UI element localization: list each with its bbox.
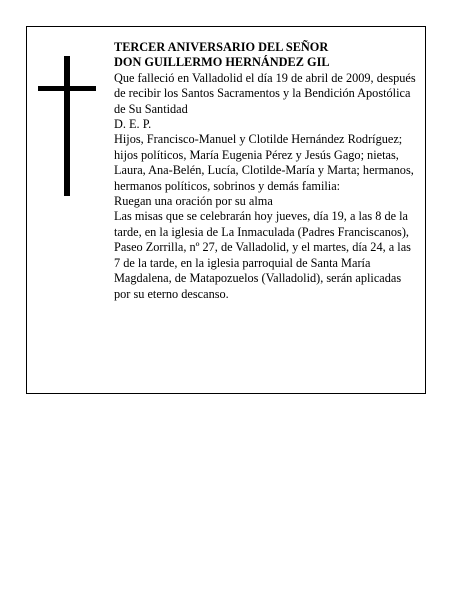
cross-vertical-bar: [64, 56, 70, 196]
cross-horizontal-bar: [38, 86, 96, 91]
cross-icon: [38, 56, 98, 196]
notice-title-line-2: DON GUILLERMO HERNÁNDEZ GIL: [114, 55, 330, 70]
notice-title-line-1: TERCER ANIVERSARIO DEL SEÑOR: [114, 40, 329, 54]
masses-info: Las misas que se celebrarán hoy jueves, día 19, a las 8 de la tarde, en la iglesia de La Inmaculada (Padres Franciscanos), Paseo Zorrilla, nº 27, de Valladolid, y el martes, día 24, a las 7 de la tarde, en la iglesia parroquial de Santa María Magdalena, de Matapozuelos (Valladolid), serán aplicadas por su eterno descanso.: [114, 209, 411, 301]
prayer-request: Ruegan una oración por su alma: [114, 194, 273, 209]
family-list: Hijos, Francisco-Manuel y Clotilde Hernández Rodríguez; hijos políticos, María Eugenia Pérez y Jesús Gago; nietas, Laura, Ana-Belén, Lucía, Clotilde-María y Marta; hermanos, hermanos políticos, sobrinos y demás familia:: [114, 132, 414, 193]
obituary-text: [114, 40, 418, 302]
dep-initials: D. E. P.: [114, 117, 152, 132]
death-info: Que falleció en Valladolid el día 19 de abril de 2009, después de recibir los Santos Sacramentos y la Bendición Apostólica de Su Santidad: [114, 70, 416, 116]
